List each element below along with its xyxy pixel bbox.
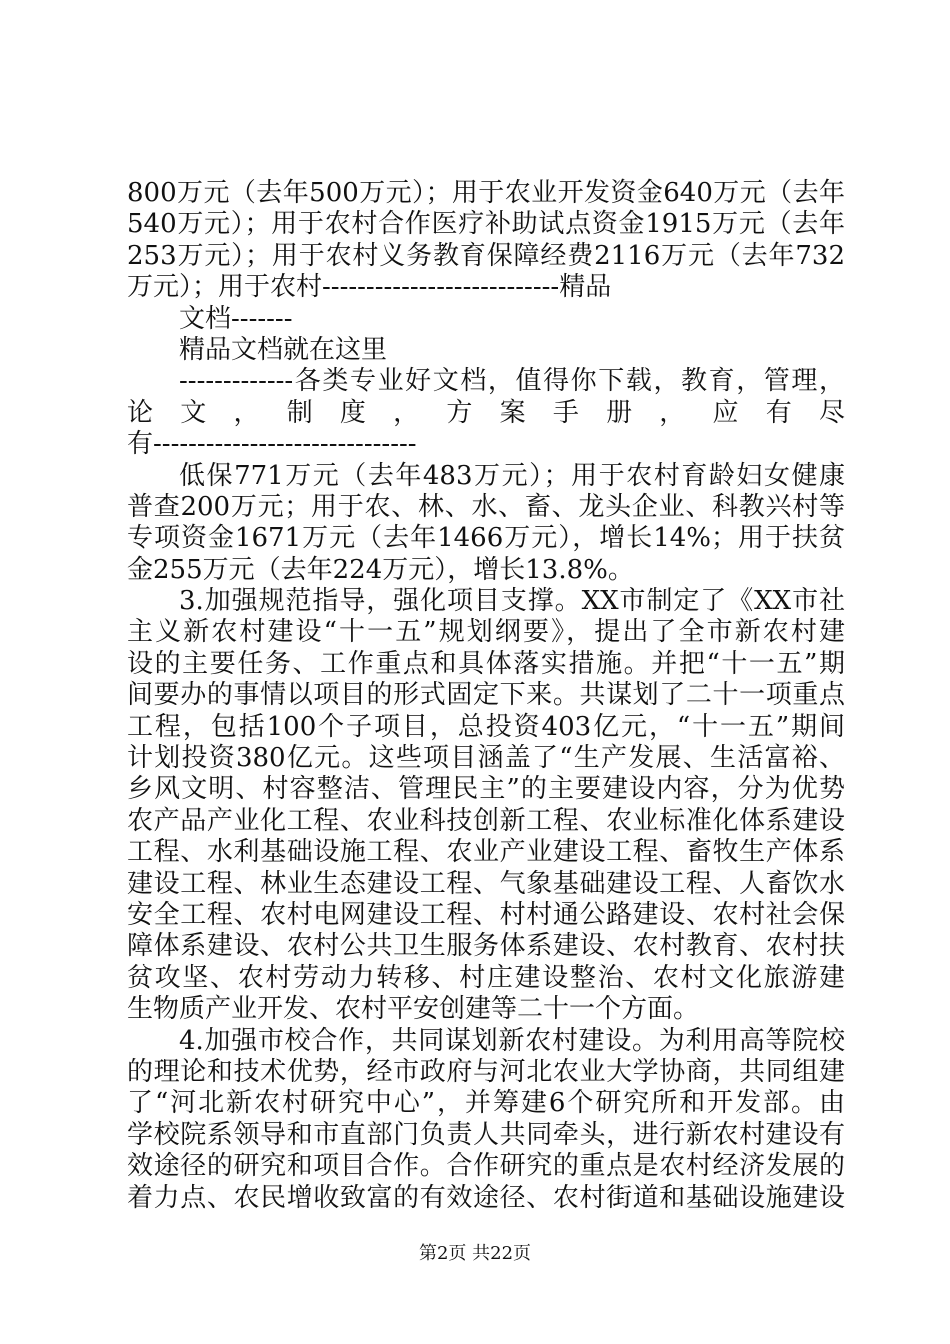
- text-line: 着力点、农民增收致富的有效途径、农村街道和基础设施建设: [127, 1182, 845, 1213]
- page-number-footer: 第2页 共22页: [418, 1243, 532, 1264]
- text-line: 专项资金1671万元（去年1466万元），增长14%；用于扶贫: [127, 523, 845, 554]
- text-line: 设的主要任务、工作重点和具体落实措施。并把“十一五”期: [127, 648, 845, 679]
- text-line: 生物质产业开发、农村平安创建等二十一个方面。: [127, 994, 700, 1025]
- text-line: 农产品产业化工程、农业科技创新工程、农业标准化体系建设: [127, 805, 845, 836]
- text-line: 贫攻坚、农村劳动力转移、村庄建设整治、农村文化旅游建: [127, 962, 845, 993]
- text-line: 效途径的研究和项目合作。合作研究的重点是农村经济发展的: [127, 1151, 845, 1182]
- text-line: 建设工程、林业生态建设工程、气象基础建设工程、人畜饮水: [127, 868, 845, 899]
- text-line: 工程，包括100个子项目，总投资403亿元，“十一五”期间: [127, 711, 845, 742]
- text-line: 万元）；用于农村---------------------------精品: [127, 272, 612, 303]
- text-line: 4.加强市校合作，共同谋划新农村建设。为利用高等院校: [179, 1025, 845, 1056]
- text-line: 普查200万元；用于农、林、水、畜、龙头企业、科教兴村等: [127, 491, 845, 522]
- text-line: 工程、水利基础设施工程、农业产业建设工程、畜牧生产体系: [127, 837, 845, 868]
- text-line: 障体系建设、农村公共卫生服务体系建设、农村教育、农村扶: [127, 931, 845, 962]
- text-line: -------------各类专业好文档，值得你下载，教育，管理，: [179, 366, 845, 397]
- text-line: 有------------------------------: [127, 429, 417, 460]
- text-line: 540万元）；用于农村合作医疗补助试点资金1915万元（去年: [127, 209, 845, 240]
- text-line: 的理论和技术优势，经市政府与河北农业大学协商，共同组建: [127, 1056, 845, 1087]
- text-line: 学校院系领导和市直部门负责人共同牵头，进行新农村建设有: [127, 1119, 845, 1150]
- text-line: 乡风文明、村容整洁、管理民主”的主要建设内容，分为优势: [127, 774, 845, 805]
- text-line: 文档-------: [179, 303, 293, 334]
- text-line: 253万元）；用于农村义务教育保障经费2116万元（去年732: [127, 240, 845, 271]
- text-line: 计划投资380亿元。这些项目涵盖了“生产发展、生活富裕、: [127, 743, 845, 774]
- text-line: 金255万元（去年224万元），增长13.8%。: [127, 554, 634, 585]
- text-line: 主义新农村建设“十一五”规划纲要》，提出了全市新农村建: [127, 617, 845, 648]
- text-line: 低保771万元（去年483万元）；用于农村育龄妇女健康: [179, 460, 845, 491]
- text-line: 精品文档就在这里: [179, 334, 388, 365]
- document-body: [127, 178, 845, 1214]
- text-line: 了“河北新农村研究中心”，并筹建6个研究所和开发部。由: [127, 1088, 845, 1119]
- text-line: 安全工程、农村电网建设工程、村村通公路建设、农村社会保: [127, 899, 845, 930]
- text-line: 3.加强规范指导，强化项目支撑。XX市制定了《XX市社: [179, 586, 845, 617]
- text-line: 间要办的事情以项目的形式固定下来。共谋划了二十一项重点: [127, 680, 845, 711]
- text-line: 论 文 ， 制 度 ， 方 案 手 册 ， 应 有 尽: [127, 397, 845, 428]
- text-line: 800万元（去年500万元）；用于农业开发资金640万元（去年: [127, 178, 845, 208]
